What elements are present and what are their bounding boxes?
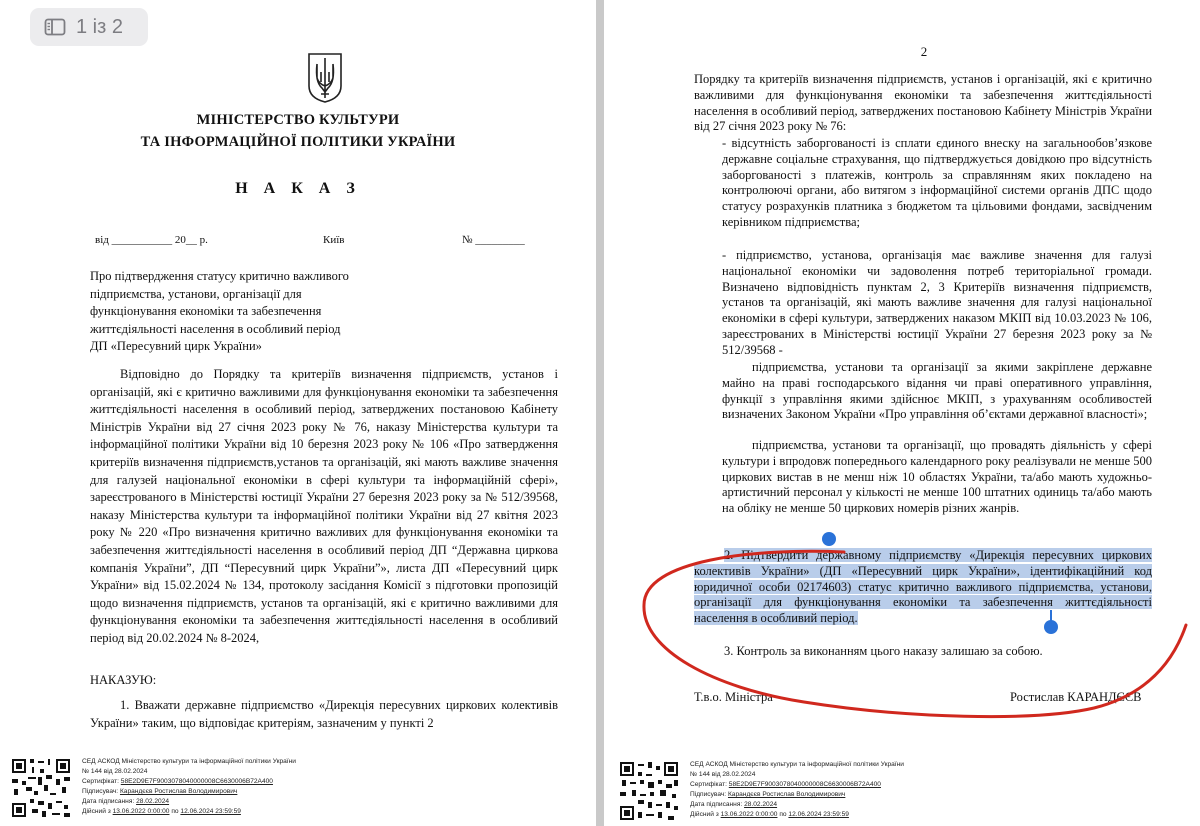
nakazuyu-heading: НАКАЗУЮ:	[90, 673, 157, 687]
order-item-3: 3. Контроль за виконанням цього наказу залишаю за собою.	[724, 644, 1043, 658]
stamp-line: № 144 від 28.02.2024	[690, 771, 756, 778]
stamp-value: Карандєєв Ростислав Володимирович	[727, 791, 846, 798]
stamp-cert	[690, 780, 904, 790]
stamp-label: Дата підписання:	[82, 798, 135, 805]
ministry-line-2: ТА ІНФОРМАЦІЙНОЇ ПОЛІТИКИ УКРАЇНИ	[140, 134, 456, 150]
stamp-value: 13.06.2022 0:00:00	[112, 808, 170, 815]
number-field: № _________	[462, 234, 525, 246]
subject-line: підприємства, установи, організації для	[90, 286, 302, 301]
intro-paragraph: Порядку та критеріїв визначення підприємств, установ і організацій, які є критично важливими для функціонування економіки та забезпечення життєдіяльності населення в особливий період, затверджених постановою Кабінету Міністрів України від 27 січня 2023 року № 76:	[694, 72, 1153, 134]
signatory-name: Ростислав КАРАНДЄЄВ	[1010, 690, 1142, 704]
stamp-label: Дійсний з	[82, 808, 111, 815]
document-page-2[interactable]	[604, 0, 1200, 826]
stamp-value: Карандєєв Ростислав Володимирович	[119, 788, 238, 795]
stamp-value: 28.02.2024	[744, 801, 778, 808]
page-indicator-label: 1 із 2	[76, 15, 123, 38]
criterion-detail-2: підприємства, установи та організації, що провадять діяльність у сфері культури і впродовж попереднього календарного року реалізували не менше 500 циркових вистав в не менш ніж 10 областях України, та/або мають художньо-артистичний персонал у кількості не менше 100 штатних одиниць та/або мають на обліку не менше 50 циркових номерів різних жанрів.	[722, 438, 1152, 516]
stamp-label: Підписувач:	[82, 788, 119, 795]
stamp-label: по	[171, 808, 179, 815]
selected-text[interactable]: 2. Підтвердити державному підприємству «Дирекція пересувних циркових колективів України» (ДП «Пересувний цирк України», ідентифікаційний код юридичної особи 02174603) статус критично важливого підприємства, установи, організації для функціонування економіки та забезпечення життєдіяльності населення в особливий період.	[694, 548, 1152, 626]
stamp-cert	[82, 777, 296, 787]
signature-stamp	[82, 757, 296, 817]
document-page-1[interactable]	[0, 0, 596, 826]
criterion-detail-1: підприємства, установи та організації за якими закріплене державне майно на праві господарського відання чи праві оперативного управління, функції з управління якими здійснює МКІП, з урахуванням особливостей визначених Законом України «Про управління об’єктами державної власності»;	[722, 360, 1152, 422]
signature-stamp	[690, 760, 904, 820]
subject-line: життєдіяльності населення в особливий період	[90, 321, 341, 336]
stamp-label: по	[779, 811, 787, 818]
qr-code	[618, 760, 680, 822]
city: Київ	[323, 234, 345, 246]
stamp-value: 58E2D9E7F9003078040000008C6630006B72A400	[728, 781, 881, 788]
order-item-1: 1. Вважати державне підприємство «Дирекція пересувних циркових колективів України» таким, що відповідає критеріям, зазначеним у пункті 2	[90, 698, 558, 730]
stamp-value: 28.02.2024	[136, 798, 170, 805]
stamp-label: Підписувач:	[690, 791, 727, 798]
stamp-line: № 144 від 28.02.2024	[82, 768, 148, 775]
ministry-line-1: МІНІСТЕРСТВО КУЛЬТУРИ	[196, 112, 400, 128]
stamp-label: Сертифікат:	[690, 781, 727, 788]
qr-code	[10, 757, 72, 819]
order-subject	[90, 268, 390, 356]
stamp-line: СЕД АСКОД Міністерство культури та інформаційної політики України	[82, 758, 296, 765]
doc-type-title: Н А К А З	[235, 180, 361, 197]
criterion-bullet-2: - підприємство, установа, організація має важливе значення для галузі національної економіки чи задоволення потреб територіальної громади. Визначено відповідність пунктам 2, 3 Критеріїв визначення підприємств, установ та організацій, які мають важливе значення для галузі національної економіки в сфері культури, затверджених наказом МКІП від 10.03.2023 № 106, зареєстрованих в Міністерстві юстиції України 27 березня 2023 року за № 512/39568 -	[722, 248, 1152, 357]
page-number: 2	[920, 44, 928, 59]
subject-line: Про підтвердження статусу критично важливого	[90, 269, 349, 283]
red-ink-stroke	[644, 551, 1186, 716]
subject-line: функціонування економіки та забезпечення	[90, 304, 322, 318]
stamp-value: 13.06.2022 0:00:00	[720, 811, 778, 818]
stamp-label: Дійсний з	[690, 811, 719, 818]
stamp-label: Сертифікат:	[82, 778, 119, 785]
stamp-valid	[690, 810, 904, 820]
stamp-signer	[82, 787, 296, 797]
stamp-value: 12.06.2024 23:59:59	[180, 808, 241, 815]
stamp-signer	[690, 790, 904, 800]
sidebar-icon	[44, 18, 66, 36]
criterion-bullet-1: - відсутність заборгованості із сплати єдиного внеску на загальнообов’язкове державне соціальне страхування, що підтверджується довідкою про відсутність заборгованості з платежів, контроль за справлянням яких покладено на контролюючі органи, або витягом з інформаційної системи органів ДПС щодо статусу розрахунків платника з бюджетом та цільовими фондами, засвідченим керівником підприємства;	[722, 136, 1152, 229]
preamble-paragraph: Відповідно до Порядку та критеріїв визначення підприємств, установ і організацій, які є критично важливими для функціонування економіки та забезпечення життєдіяльності населення в особливий період, затверджених постановою Кабінету Міністрів України від 27 січня 2023 року № 76, наказу Міністерства культури та інформаційної політики України від 10 березня 2023 року № 106 «Про затвердження критеріїв визначення підприємств,установ та організацій, які мають важливе значення для галузей національної економіки в сфері культури та інформаційній сфері», зареєстрованого в Міністерстві юстиції України 27 березня 2023 року за № 512/39568, наказу Міністерства культури та інформаційної політики України від 27 квітня 2023 року № 220 «Про визначення критично важливих для функціонування економіки та забезпечення життєдіяльності населення в особливий період ДП “Державна циркова компанія України”, ДП “Пересувний цирк України”», листа ДП «Пересувний цирк України» від 15.02.2024 № 134, протоколу засідання Комісії з підготовки пропозицій щодо визначення підприємств, установ та організацій, які є критично важливими для функціонування економіки та забезпечення життєдіяльності населення в особливий період від 20.02.2024 № 8-2024,	[90, 367, 558, 645]
stamp-value: 12.06.2024 23:59:59	[788, 811, 849, 818]
stamp-signed	[690, 800, 904, 810]
signature-title: Т.в.о. Міністра	[694, 690, 773, 704]
stamp-valid	[82, 807, 296, 817]
page-indicator[interactable]	[30, 8, 148, 46]
subject-line: ДП «Пересувний цирк України»	[90, 339, 262, 353]
trident-emblem	[305, 52, 345, 104]
date-field: від ___________ 20__ р.	[95, 234, 208, 246]
stamp-label: Дата підписання:	[690, 801, 743, 808]
red-ink-annotation	[604, 0, 1200, 760]
stamp-line: СЕД АСКОД Міністерство культури та інформаційної політики України	[690, 761, 904, 768]
stamp-value: 58E2D9E7F9003078040000008C6630006B72A400	[120, 778, 273, 785]
stamp-signed	[82, 797, 296, 807]
